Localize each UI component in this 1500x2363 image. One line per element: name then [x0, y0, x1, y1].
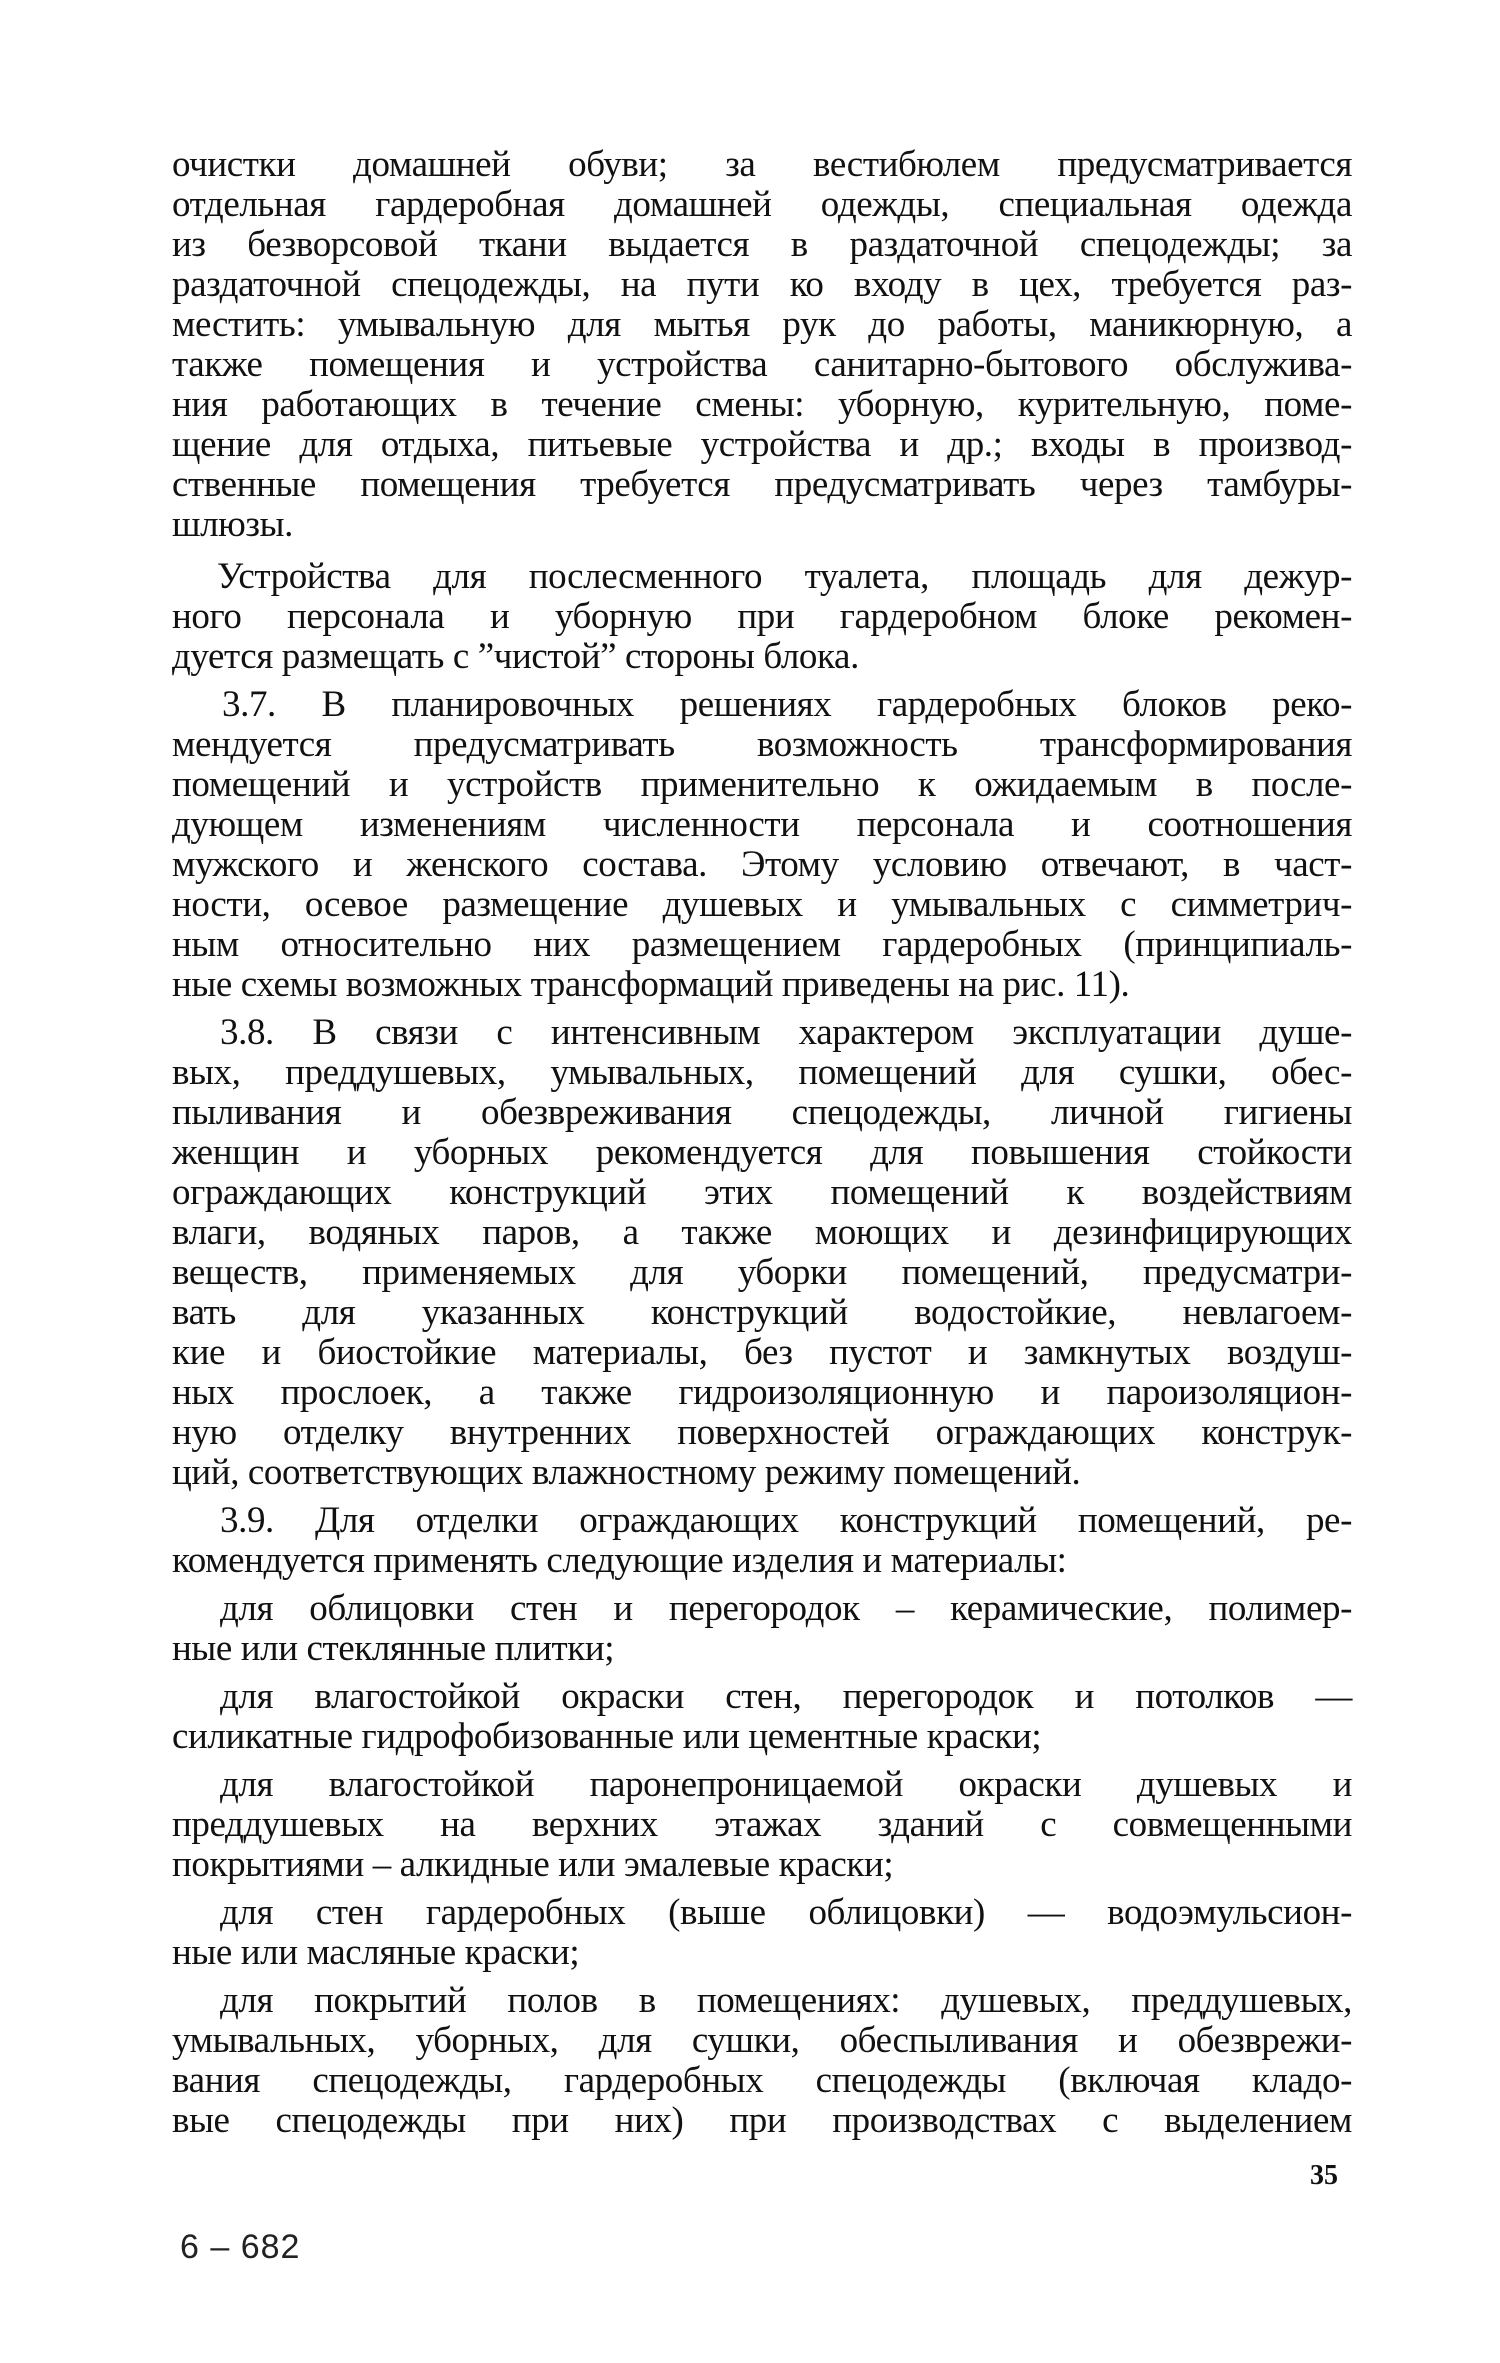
- text-line: щение для отдыха, питьевые устройства и др.; входы в производ-: [172, 424, 1352, 465]
- text-line: веществ, применяемых для уборки помещений, предусматри-: [172, 1252, 1352, 1293]
- text-line: покрытиями – алкидные или эмалевые краски;: [172, 1844, 894, 1885]
- text-line: кие и биостойкие материалы, без пустот и замкнутых воздуш-: [172, 1332, 1352, 1373]
- text-line: вых, преддушевых, умывальных, помещений для сушки, обес-: [172, 1052, 1352, 1093]
- text-line: комендуется применять следующие изделия и материалы:: [172, 1540, 1067, 1581]
- page-number: 35: [1310, 2160, 1338, 2191]
- text-line: умывальных, уборных, для сушки, обеспыливания и обезврежи-: [172, 2020, 1352, 2061]
- text-line: влаги, водяных паров, а также моющих и дезинфицирующих: [172, 1212, 1352, 1253]
- text-line: раздаточной спецодежды, на пути ко входу в цех, требуется раз-: [172, 264, 1352, 305]
- section-3-9-start: 3.9. Для отделки ограждающих конструкций помещений, ре-: [220, 1500, 1352, 1541]
- paragraph-start: Устройства для послесменного туалета, площадь для дежур-: [217, 556, 1352, 597]
- text-line: вые спецодежды при них) при производствах с выделением: [172, 2100, 1352, 2141]
- text-line: вать для указанных конструкций водостойкие, невлагоем-: [172, 1292, 1352, 1333]
- list-item-start: для облицовки стен и перегородок – керамические, полимер-: [220, 1588, 1352, 1629]
- text-line: также помещения и устройства санитарно-бытового обслужива-: [172, 344, 1352, 385]
- list-item-start: для влагостойкой паронепроницаемой окраски душевых и: [220, 1764, 1352, 1805]
- text-line: мендуется предусматривать возможность трансформирования: [172, 724, 1352, 765]
- list-item-start: для влагостойкой окраски стен, перегородок и потолков —: [220, 1676, 1352, 1717]
- list-item-start: для стен гардеробных (выше облицовки) — водоэмульсион-: [220, 1892, 1352, 1933]
- text-line: вания спецодежды, гардеробных спецодежды (включая кладо-: [172, 2060, 1352, 2101]
- text-line: ограждающих конструкций этих помещений к воздействиям: [172, 1172, 1352, 1213]
- text-line: ные схемы возможных трансформаций приведены на рис. 11).: [172, 964, 1130, 1005]
- text-line: ную отделку внутренних поверхностей ограждающих конструк-: [172, 1412, 1352, 1453]
- text-line: ности, осевое размещение душевых и умывальных с симметрич-: [172, 884, 1352, 925]
- text-line: пыливания и обезвреживания спецодежды, личной гигиены: [172, 1092, 1352, 1133]
- text-line: отдельная гардеробная домашней одежды, специальная одежда: [172, 184, 1352, 225]
- text-line: дуется размещать с ”чистой” стороны блока.: [172, 636, 859, 677]
- text-line: ственные помещения требуется предусматривать через тамбуры-: [172, 464, 1352, 505]
- text-line: ные или масляные краски;: [172, 1932, 580, 1973]
- document-page: [172, 145, 1352, 2141]
- text-line: дующем изменениям численности персонала и соотношения: [172, 804, 1352, 845]
- text-line: мужского и женского состава. Этому условию отвечают, в част-: [172, 844, 1352, 885]
- text-line: ных прослоек, а также гидроизоляционную и пароизоляцион-: [172, 1372, 1352, 1413]
- text-line: преддушевых на верхних этажах зданий с совмещенными: [172, 1804, 1352, 1845]
- text-line: из безворсовой ткани выдается в раздаточной спецодежды; за: [172, 224, 1352, 265]
- text-line: женщин и уборных рекомендуется для повышения стойкости: [172, 1132, 1352, 1173]
- text-line: ций, соответствующих влажностному режиму помещений.: [172, 1452, 1081, 1493]
- text-line: помещений и устройств применительно к ожидаемым в после-: [172, 764, 1352, 805]
- text-line: ным относительно них размещением гардеробных (принципиаль-: [172, 924, 1352, 965]
- text-line: шлюзы.: [172, 504, 293, 545]
- text-line: силикатные гидрофобизованные или цементные краски;: [172, 1716, 1042, 1757]
- text-line: ного персонала и уборную при гардеробном блоке рекомен-: [172, 596, 1352, 637]
- text-line: местить: умывальную для мытья рук до работы, маникюрную, а: [172, 304, 1352, 345]
- text-line: ные или стеклянные плитки;: [172, 1628, 615, 1669]
- text-line: ния работающих в течение смены: уборную, курительную, поме-: [172, 384, 1352, 425]
- text-line: очистки домашней обуви; за вестибюлем предусматривается: [172, 144, 1352, 185]
- list-item-start: для покрытий полов в помещениях: душевых, преддушевых,: [220, 1980, 1352, 2021]
- section-3-8-start: 3.8. В связи с интенсивным характером эксплуатации душе-: [220, 1012, 1352, 1053]
- sheet-signature: 6 – 682: [180, 2228, 301, 2266]
- section-3-7-start: 3.7. В планировочных решениях гардеробных блоков реко-: [222, 684, 1352, 725]
